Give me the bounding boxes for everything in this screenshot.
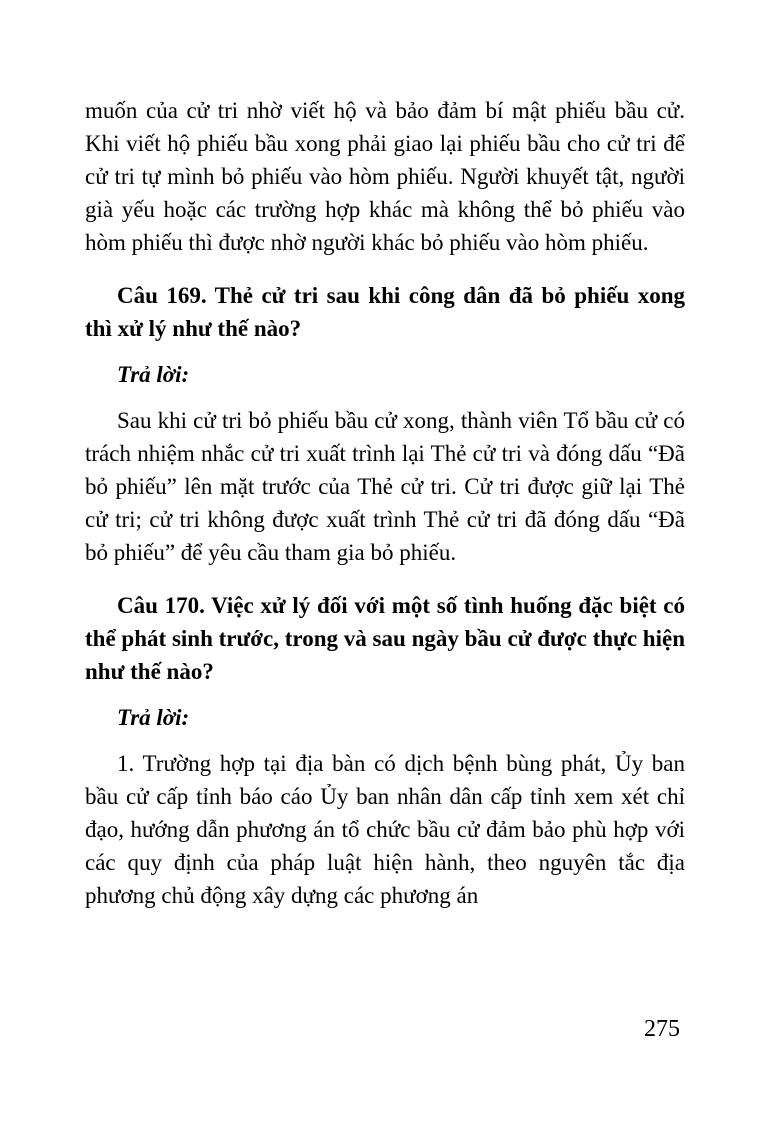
page-number: 275 <box>644 1016 680 1042</box>
answer-169-paragraph: Sau khi cử tri bỏ phiếu bầu cử xong, thành viên Tổ bầu cử có trách nhiệm nhắc cử tri xuất trình lại Thẻ cử tri và đóng dấu “Đã bỏ phiếu” lên mặt trước của Thẻ cử tri. Cử tri được giữ lại Thẻ cử tri; cử tri không được xuất trình Thẻ cử tri đã đóng dấu “Đã bỏ phiếu” để yêu cầu tham gia bỏ phiếu. <box>85 408 685 565</box>
answer-170-paragraph: 1. Trường hợp tại địa bàn có dịch bệnh bùng phát, Ủy ban bầu cử cấp tỉnh báo cáo Ủy ban nhân dân cấp tỉnh xem xét chỉ đạo, hướng dẫn phương án tổ chức bầu cử đảm bảo phù hợp với các quy định của pháp luật hiện hành, theo nguyên tắc địa phương chủ động xây dựng các phương án <box>85 751 685 908</box>
paragraph-continuation: muốn của cử tri nhờ viết hộ và bảo đảm bí mật phiếu bầu cử. Khi viết hộ phiếu bầu xong phải giao lại phiếu bầu cho cử tri để cử tri tự mình bỏ phiếu vào hòm phiếu. Người khuyết tật, người già yếu hoặc các trường hợp khác mà không thể bỏ phiếu vào hòm phiếu thì được nhờ người khác bỏ phiếu vào hòm phiếu. <box>85 98 685 255</box>
question-170-heading: Câu 170. Việc xử lý đối với một số tình huống đặc biệt có thể phát sinh trước, trong và sau ngày bầu cử được thực hiện như thế nào? <box>85 593 685 684</box>
question-169-heading: Câu 169. Thẻ cử tri sau khi công dân đã bỏ phiếu xong thì xử lý như thế nào? <box>85 283 685 341</box>
page-content <box>85 94 685 925</box>
answer-label-169: Trả lời: <box>117 362 190 387</box>
answer-label-170: Trả lời: <box>117 705 190 730</box>
